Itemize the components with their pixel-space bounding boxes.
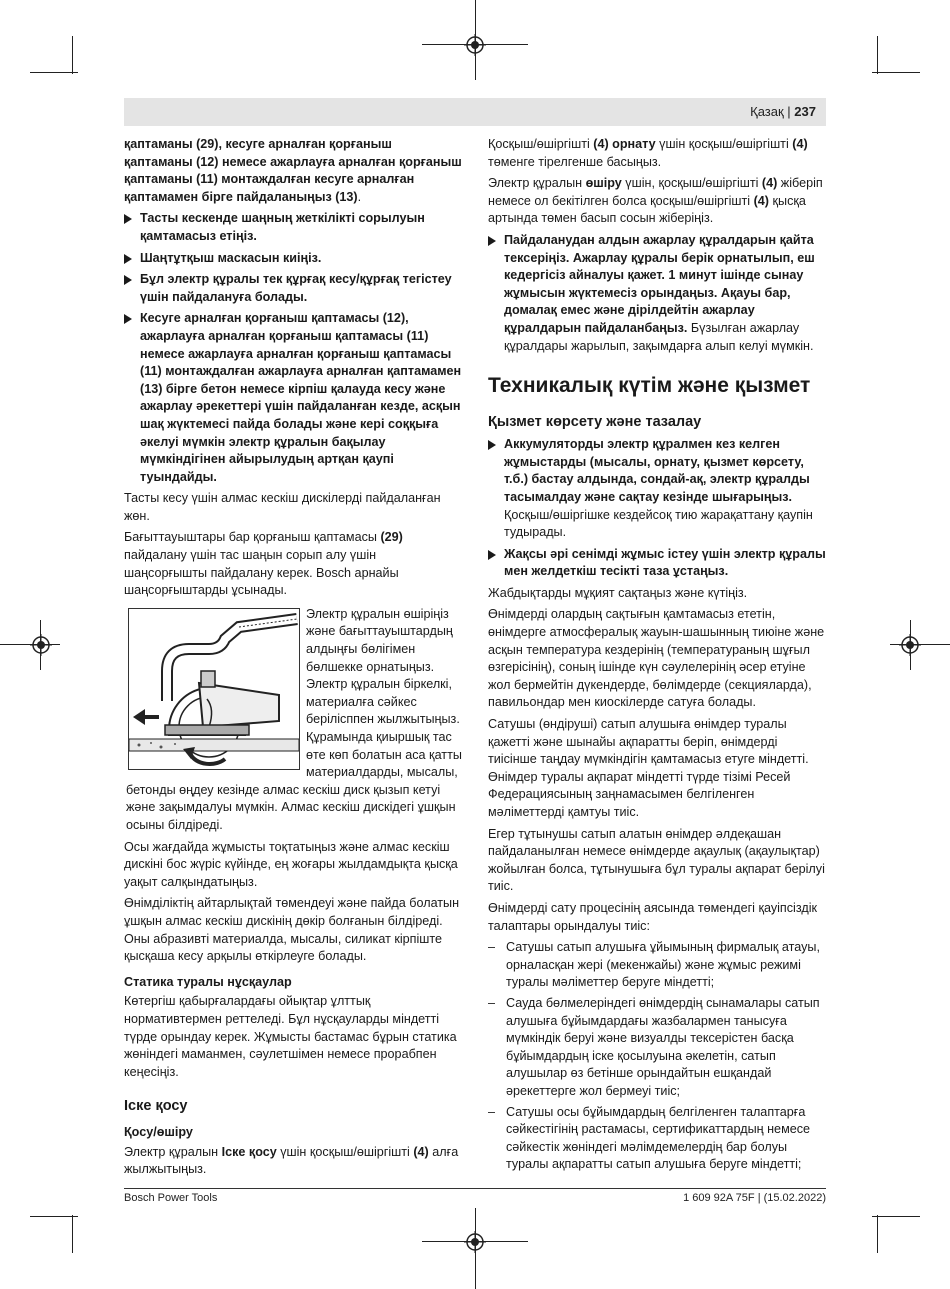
warning-item: Тасты кескенде шаңның жеткілікті сорылуын қамтамасыз етіңіз. xyxy=(124,210,462,245)
list-item: – Сатушы осы бұйымдардың белгіленген талаптарға сәйкестігінің растамасы, сертификаттардың немесе сәйкестік жөніндегі мәлімдемелердің бар болуы туралы ақпаратты сатып алушыға беруге міндетті; xyxy=(488,1104,811,1172)
warning-item: Бұл электр құралы тек құрғақ кесу/құрғақ тегістеу үшін пайдалануға болады. xyxy=(124,271,462,306)
crop-mark xyxy=(72,1215,73,1253)
footer-brand: Bosch Power Tools xyxy=(124,1192,218,1204)
warning-arrow-icon xyxy=(124,254,132,264)
paragraph: Тасты кесу үшін алмас кескіш дискілерді пайдаланған жөн. xyxy=(124,491,441,523)
paragraph: Электр құралын Іске қосу үшін қосқыш/өшіргішті (4) алға жылжытыңыз. xyxy=(124,1144,459,1177)
paragraph: Өнімділіктің айтарлықтай төмендеуі және пайда болатын ұшқын алмас кескіш дискінің дөкір болғанын білдіреді. Оны абразивті материалда, мысалы, силикат кірпіште қысқаша кесу арқылы өткірлеуге болады. xyxy=(124,896,460,964)
paragraph: Электр құралын өшіру үшін, қосқыш/өшіргішті (4) жіберіп немесе ол бекітілген болса қосқыш/өшіргішті (4) қысқа артында төмен басып сосын жіберіңіз. xyxy=(488,176,823,226)
warning-item: Пайдаланудан алдын ажарлау құралдарын қайта тексеріңіз. Ажарлау құралы берік орнатылып, еш кедергісіз айналуы қажет. 1 минут ішінде сынау жұмысын жүктемесіз орындаңыз. Ақауы бар, домалақ емес және дірілдейтін ажарлау құралдарын пайдаланбаңыз. Бүзылған ажарлау құралдары жарылып, зақымдарға алып келуі мүмкін. xyxy=(488,232,826,355)
footer-divider xyxy=(124,1188,826,1189)
warning-continuation: қаптаманы (29), кесуге арналған қорғаныш қаптаманы (12) немесе ажарлауға арналған қорғаныш қаптаманы (11) монтаждалған кесуге арналған қаптамамен бірге пайдаланыңыз (13). xyxy=(124,137,462,204)
crop-mark xyxy=(872,72,920,73)
paragraph: Өнімдерді олардың сақтығын қамтамасыз ететін, өнімдерге атмосфералық жауын-шашынның тиюіне және асқын температура кездерінің (температураның шұғыл өзгерісінің), соның ішінде күн сәулелерінің әсер етуіне жол бермейтін дүкендерде, бөлімдерде (секцияларда), павильондар мен киоскілерде сатуға болады. xyxy=(488,607,825,710)
warning-arrow-icon xyxy=(488,550,496,560)
footer-doc-code: 1 609 92A 75F | (15.02.2022) xyxy=(683,1192,826,1204)
section-heading-maintenance: Техникалық күтім және қызмет xyxy=(488,374,811,398)
registration-mark-icon xyxy=(464,1231,486,1253)
cutting-guide-illustration xyxy=(128,608,300,770)
page-header xyxy=(124,98,826,126)
list-item: – Сатушы сатып алушыға ұйымының фирмалық атауы, орналасқан жері (мекенжайы) және жұмыс режимі туралы мәліметтер беруге міндетті; xyxy=(488,940,820,990)
header-label xyxy=(750,104,816,119)
figure-section xyxy=(124,606,462,839)
header-separator: | xyxy=(783,104,795,119)
right-column xyxy=(488,136,826,1177)
grinder-with-dust-extraction-icon xyxy=(129,609,299,769)
warning-item: Аккумуляторды электр құралмен кез келген жұмыстарды (мысалы, орнату, қызмет көрсету, т.б.) бастау алдында, сондай-ақ, электр құралды тасымалдау және сақтау кезінде шығарыңыз. Қосқыш/өшіргішке кездейсоқ тию жарақаттану қаупін тудырады. xyxy=(488,436,826,542)
warning-arrow-icon xyxy=(124,314,132,324)
warning-item: Шаңтұтқыш маскасын киіңіз. xyxy=(124,250,462,268)
warning-arrow-icon xyxy=(124,214,132,224)
figure-caption-text: Электр құралын өшіріңіз және бағыттауыштардың алдыңғы бөлігімен бөлшекке орнатыңыз. Электр құралын біркелкі, материалға сәйкес берілісппен жылжытыңыз. Құрамында қиыршық тас өте көп болатын аса қатты материалдарды, мысалы, бетонды өңдеу кезінде алмас кескіш диск қызып кетуі және зақымдалуы мүмкін. Алмас кескіш дискідегі ұшқын осыны білдіреді. xyxy=(126,606,462,832)
warning-item: Жақсы әрі сенімді жұмыс істеу үшін электр құралы мен желдеткіш тесікті таза ұстаңыз. xyxy=(488,546,826,581)
section-heading-startup: Іске қосу xyxy=(124,1098,188,1115)
crop-mark xyxy=(30,1216,78,1217)
registration-mark-icon xyxy=(464,34,486,56)
section-heading-statics: Статика туралы нұсқаулар xyxy=(124,974,292,989)
subsection-heading-onoff: Қосу/өшіру xyxy=(124,1125,193,1140)
crop-mark xyxy=(30,72,78,73)
subsection-heading-cleaning: Қызмет көрсету және тазалау xyxy=(488,414,702,431)
paragraph: Жабдықтарды мұқият сақтаңыз және күтіңіз. xyxy=(488,585,748,600)
paragraph: Өнімдерді сату процесінің аясында төмендегі қауіпсіздік талаптары орындалуы тиіс: xyxy=(488,900,817,933)
registration-mark-icon xyxy=(899,634,921,656)
paragraph: Көтергіш қабырғалардағы ойықтар ұлттық нормативтермен реттеледі. Бұл нұсқауларды міндетті түрде орындау керек. Жұмысты бастамас бұрын статика жөніндегі маманмен, сәулетшімен немесе прорабпен кеңесіңіз. xyxy=(124,994,457,1079)
paragraph: Сатушы (өндіруші) сатып алушыға өнімдер туралы қажетті және шынайы ақпаратты беріп, өнімдерді тиісінше таңдау мүмкіндігін қамтамасыз етуге міндетті. Өнімдер туралы ақпарат міндетті түрде тізімі Ресей Федерациясының заңнамасымен белгіленген мәліметтерді қамтуы тиіс. xyxy=(488,717,809,819)
paragraph: Егер тұтынушы сатып алатын өнімдер әлдеқашан пайдаланылған немесе өнімдерде ақаулық (ақаулықтар) жойылған болса, тұтынушыға бұл туралы ақпарат берілуі тиіс. xyxy=(488,826,825,894)
warning-arrow-icon xyxy=(488,236,496,246)
paragraph: Қосқыш/өшіргішті (4) орнату үшін қосқыш/өшіргішті (4) төменге тірелгенше басыңыз. xyxy=(488,137,808,169)
paragraph: Бағыттауыштары бар қорғаныш қаптамасы (29) пайдалану үшін тас шаңын сорып алу үшін шаңсорғышты пайдалану керек. Bosch арнайы шаңсорғыштарды ұсынады. xyxy=(124,530,403,598)
list-item: – Сауда бөлмелеріндегі өнімдердің сынамалары сатып алушыға бұйымдардағы жазбалармен танысуға мүмкіндік беруі және визуалды тексерістен басқа бұйымдардың іске қосылуына әкелетін, сатып алушылар өз бетінше орындайтын ешқандай әрекеттерге жол бермеуі тиіс; xyxy=(488,995,820,1098)
warning-item: Кесуге арналған қорғаныш қаптамасы (12), ажарлауға арналған қорғаныш қаптамасы (11) немесе ажарлауға арналған қорғаныш қаптамасы (11) монтаждалған ажарлауға арналған қаптамамен (13) бірге бетон немесе кірпіш қалауда кесу және ажарлау әрекеттері үшін пайдаланған кезде, асқын шақ жүктемесі пайда болады және кері соққыға әкелуі мүмкін электр құралын бақылау мүмкіндігінен айырылудың артқан қаупі туындайды. xyxy=(124,310,462,486)
warning-arrow-icon xyxy=(124,275,132,285)
page-number: 237 xyxy=(794,104,816,119)
crop-mark xyxy=(877,36,878,74)
warning-arrow-icon xyxy=(488,440,496,450)
registration-mark-icon xyxy=(30,634,52,656)
paragraph: Осы жағдайда жұмысты тоқтатыңыз және алмас кескіш дискіні бос жүріс күйінде, ең жоғары жылдамдықта қысқа уақыт салқындатыңыз. xyxy=(124,839,458,889)
header-language: Қазақ xyxy=(750,104,784,119)
crop-mark xyxy=(72,36,73,74)
crop-mark xyxy=(877,1215,878,1253)
left-column xyxy=(124,136,462,1183)
crop-mark xyxy=(872,1216,920,1217)
